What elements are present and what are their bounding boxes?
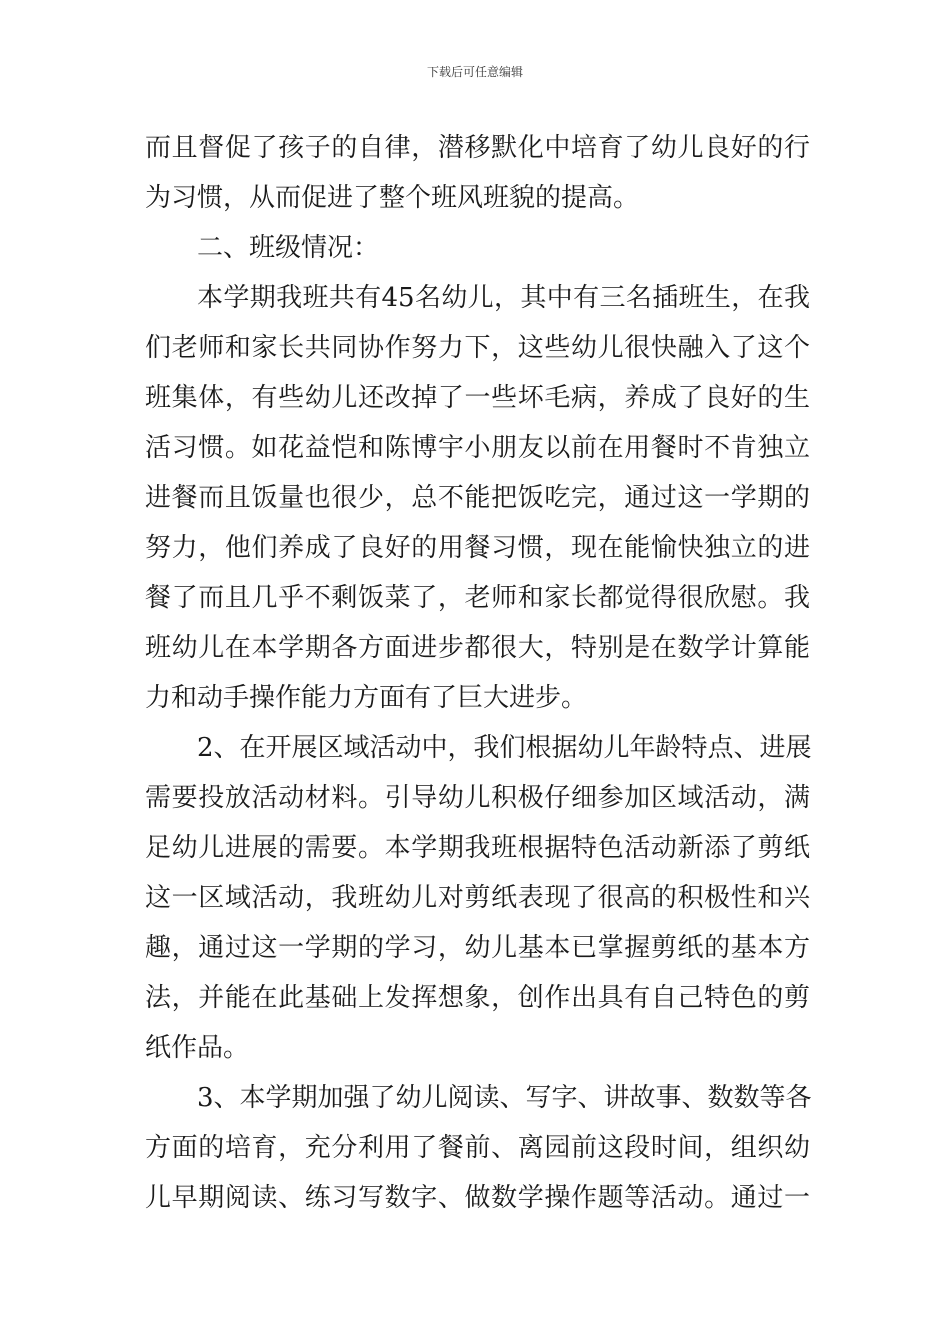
text-line: 而且督促了孩子的自律，潜移默化中培育了幼儿良好的行	[145, 133, 810, 163]
text-line: 班幼儿在本学期各方面进步都很大，特别是在数学计算能	[145, 633, 810, 663]
text-line: 需要投放活动材料。引导幼儿积极仔细参加区域活动，满	[145, 783, 810, 813]
text-line: 们老师和家长共同协作努力下，这些幼儿很快融入了这个	[145, 333, 810, 363]
text-line: 本学期我班共有45名幼儿，其中有三名插班生，在我	[197, 283, 810, 313]
text-line: 这一区域活动，我班幼儿对剪纸表现了很高的积极性和兴	[145, 883, 810, 913]
text-line: 方面的培育，充分利用了餐前、离园前这段时间，组织幼	[145, 1133, 810, 1163]
text-line: 2、在开展区域活动中，我们根据幼儿年龄特点、进展	[197, 733, 812, 763]
page-header: 下载后可任意编辑	[426, 65, 523, 79]
text-line: 纸作品。	[145, 1033, 250, 1063]
text-line: 力和动手操作能力方面有了巨大进步。	[145, 683, 588, 713]
text-line: 餐了而且几乎不剩饭菜了，老师和家长都觉得很欣慰。我	[145, 583, 810, 613]
text-line: 活习惯。如花益恺和陈博宇小朋友以前在用餐时不肯独立	[145, 433, 810, 463]
text-line: 足幼儿进展的需要。本学期我班根据特色活动新添了剪纸	[145, 833, 810, 863]
text-line: 趣，通过这一学期的学习，幼儿基本已掌握剪纸的基本方	[145, 933, 810, 963]
section-heading: 二、班级情况：	[197, 233, 380, 263]
text-line: 法，并能在此基础上发挥想象，创作出具有自己特色的剪	[145, 983, 810, 1013]
text-line: 儿早期阅读、练习写数字、做数学操作题等活动。通过一	[145, 1183, 810, 1213]
text-line: 为习惯，从而促进了整个班风班貌的提高。	[145, 183, 640, 213]
text-line: 3、本学期加强了幼儿阅读、写字、讲故事、数数等各	[197, 1083, 812, 1113]
text-line: 努力，他们养成了良好的用餐习惯，现在能愉快独立的进	[145, 533, 810, 563]
text-line: 班集体，有些幼儿还改掉了一些坏毛病，养成了良好的生	[145, 383, 810, 413]
text-line: 进餐而且饭量也很少，总不能把饭吃完，通过这一学期的	[145, 483, 810, 513]
